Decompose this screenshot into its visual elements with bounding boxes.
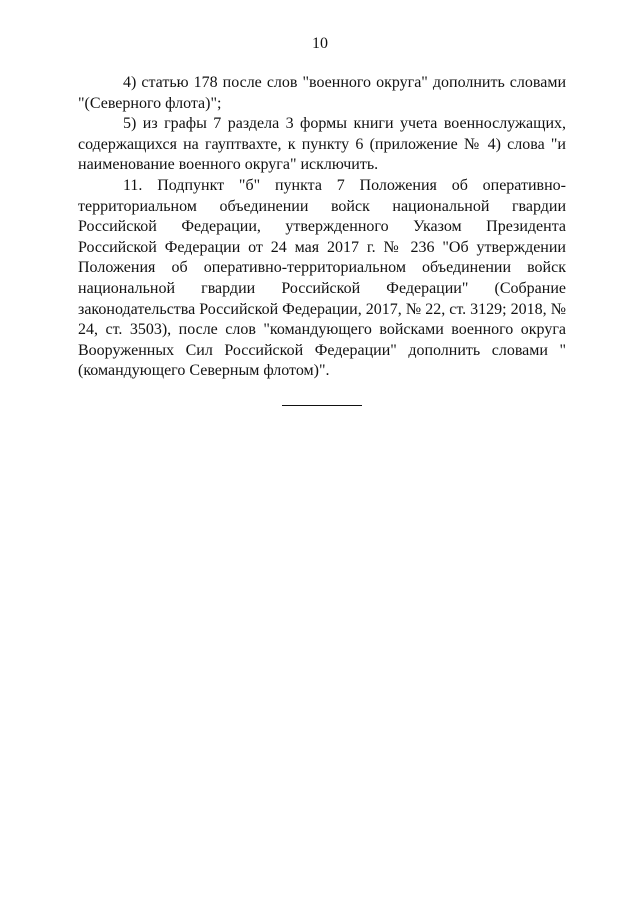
paragraph-item-5: 5) из графы 7 раздела 3 формы книги учета военнослужащих, содержащихся на гауптвахте, к пункту 6 (приложение № 4) слова "и наименование военного округа" исключить. — [78, 115, 566, 174]
paragraph-point-11: 11. Подпункт "б" пункта 7 Положения об оперативно-территориальном объединении войск национальной гвардии Российской Федерации, утвержденного Указом Президента Российской Федерации от 24 мая 2017 г. № 236 "Об утверждении Положения об оперативно-территориальном объединении войск национальной гвардии Российской Федерации" (Собрание законодательства Российской Федерации, 2017, № 22, ст. 3129; 2018, № 24, ст. 3503), после слов "командующего войсками военного округа Вооруженных Сил Российской Федерации" дополнить словами "(командующего Северным флотом)". — [78, 176, 566, 380]
end-separator-line — [282, 405, 362, 406]
paragraph-item-4: 4) статью 178 после слов "военного округа" дополнить словами "(Северного флота)"; — [78, 74, 566, 112]
page-number: 10 — [312, 35, 328, 52]
document-body — [78, 73, 566, 382]
